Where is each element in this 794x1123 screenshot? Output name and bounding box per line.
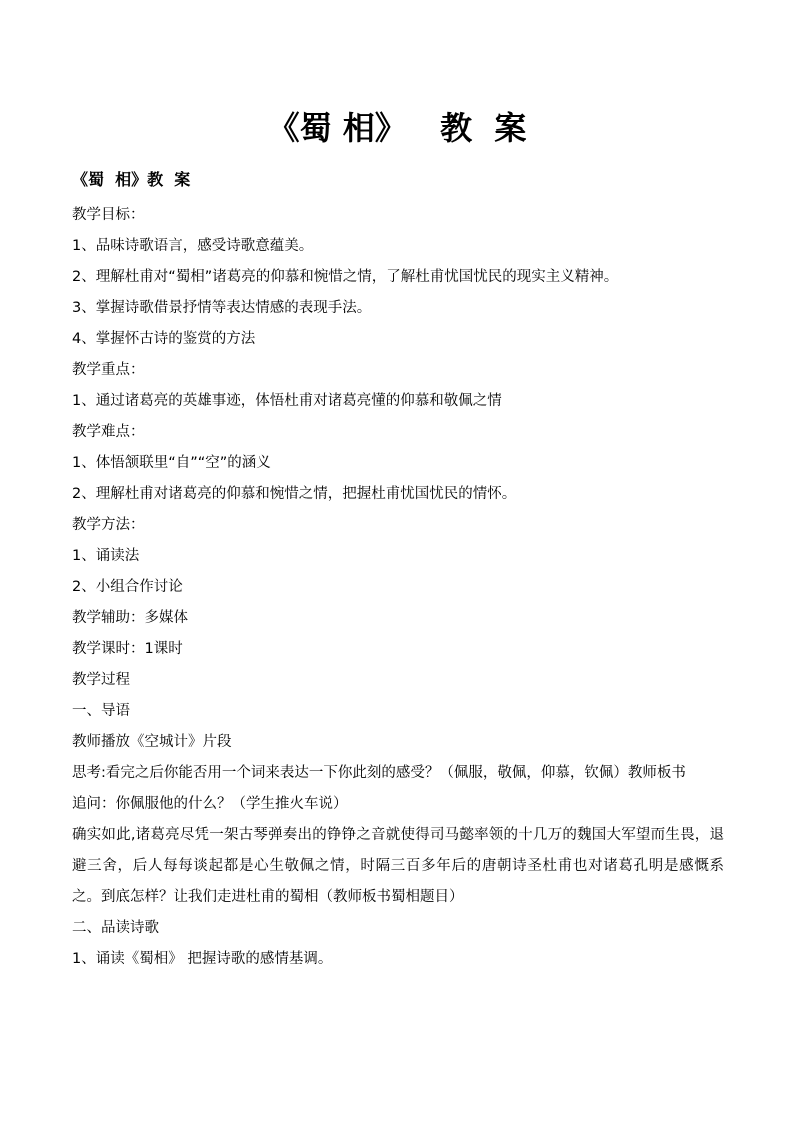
think-paragraph: 思考:看完之后你能否用一个词来表达一下你此刻的感受？（佩服，敬佩，仰慕，钦佩）教师板书	[72, 765, 686, 781]
goal-item-1: 1、品味诗歌语言，感受诗歌意蕴美。	[72, 238, 314, 254]
teaching-goals-heading: 教学目标：	[72, 207, 145, 223]
intro-video-line: 教师播放《空城计》片段	[72, 734, 232, 750]
goal-item-3: 3、掌握诗歌借景抒情等表达情感的表现手法。	[72, 300, 372, 316]
document-subtitle: 《蜀 相》教 案	[72, 170, 191, 189]
difficulty-item-1: 1、体悟颔联里“自”“空”的涵义	[72, 455, 271, 471]
recite-item-1: 1、诵读《蜀相》 把握诗歌的感情基调。	[72, 951, 333, 967]
section-reading-heading: 二、品读诗歌	[72, 920, 159, 936]
method-item-1: 1、诵读法	[72, 548, 140, 564]
methods-heading: 教学方法：	[72, 517, 145, 533]
difficulties-heading: 教学难点：	[72, 424, 145, 440]
process-heading: 教学过程	[72, 672, 130, 688]
key-point-item-1: 1、通过诸葛亮的英雄事迹，体悟杜甫对诸葛亮懂的仰慕和敬佩之情	[72, 393, 502, 409]
follow-up-question: 追问：你佩服他的什么？（学生推火车说）	[72, 796, 348, 812]
teaching-aids: 教学辅助：多媒体	[72, 610, 188, 626]
class-hours: 教学课时：1课时	[72, 641, 183, 657]
goal-item-2: 2、理解杜甫对“蜀相”诸葛亮的仰慕和惋惜之情，了解杜甫忧国忧民的现实主义精神。	[72, 269, 619, 285]
key-points-heading: 教学重点：	[72, 362, 145, 378]
context-paragraph: 确实如此,诸葛亮尽凭一架古琴弹奏出的铮铮之音就使得司马懿率领的十几万的魏国大军望而生畏，退避三舍，后人每每谈起都是心生敬佩之情，时隔三百多年后的唐朝诗圣杜甫也对诸葛孔明是感慨系之。到底怎样？让我们走进杜甫的蜀相（教师板书蜀相题目）	[72, 827, 724, 905]
goal-item-4: 4、掌握怀古诗的鉴赏的方法	[72, 331, 256, 347]
document-title: 《蜀 相》 教 案	[267, 109, 527, 147]
section-intro-heading: 一、导语	[72, 703, 130, 719]
document-body	[72, 200, 724, 975]
difficulty-item-2: 2、理解杜甫对诸葛亮的仰慕和惋惜之情，把握杜甫忧国忧民的情怀。	[72, 486, 517, 502]
method-item-2: 2、小组合作讨论	[72, 579, 183, 595]
